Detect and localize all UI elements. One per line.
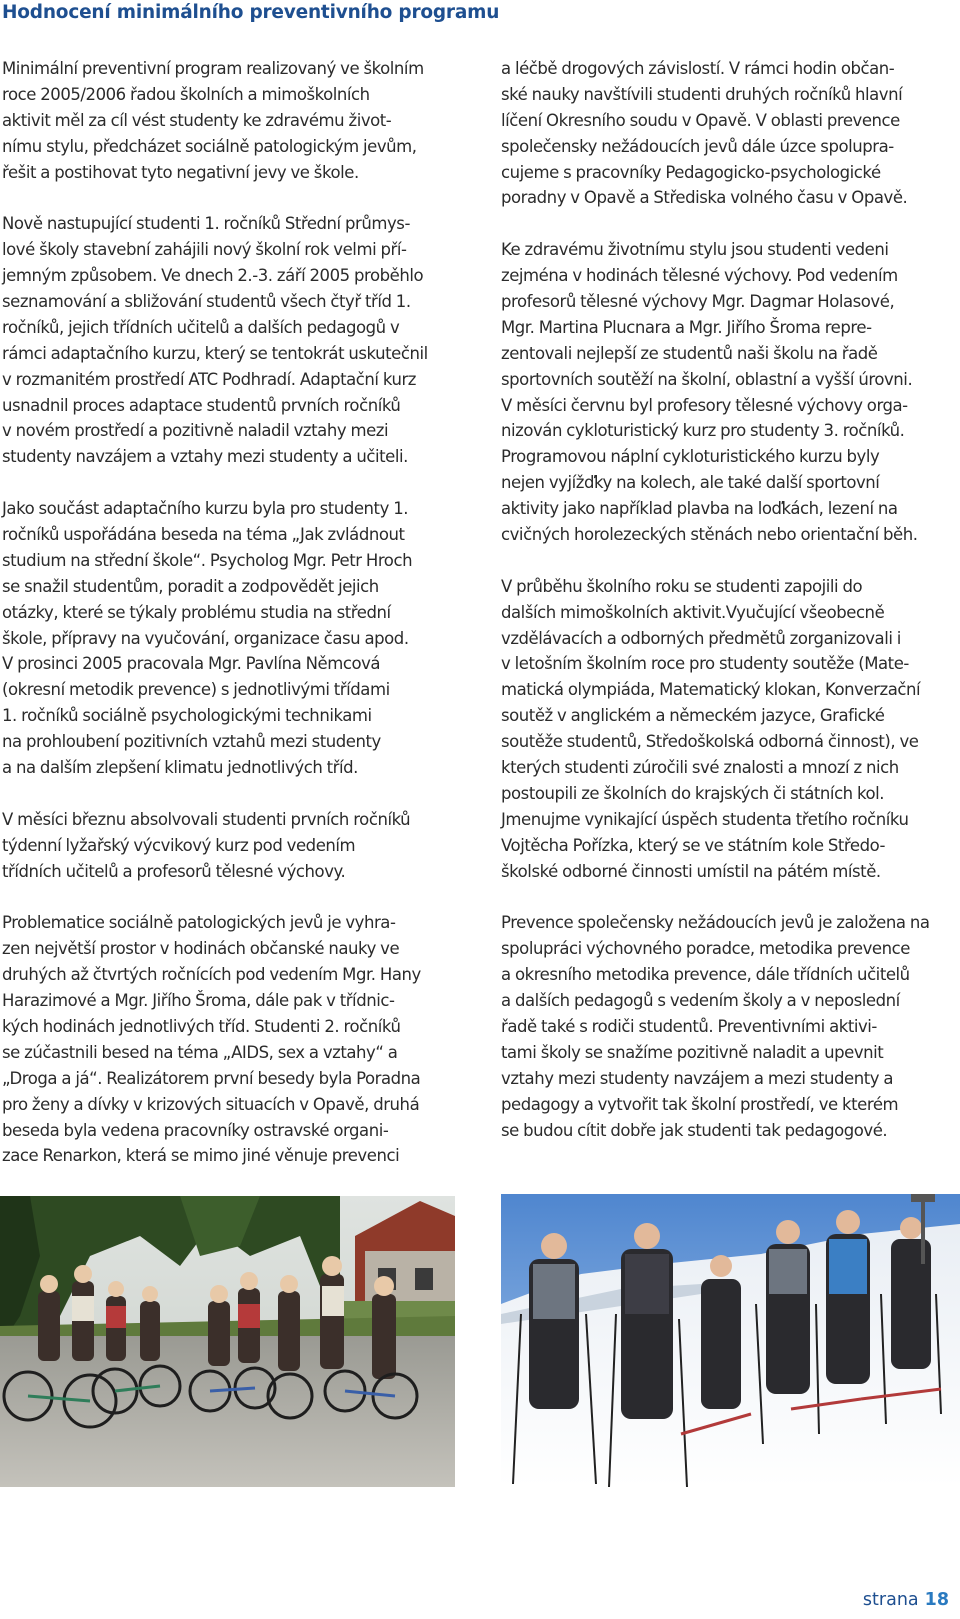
text-line: studenty navzájem a vztahy mezi studenty a učiteli. bbox=[2, 447, 408, 467]
text-line: cujeme s pracovníky Pedagogicko-psychologické bbox=[501, 162, 881, 182]
text-line: V měsíci březnu absolvovali studenti prvních ročníků bbox=[2, 809, 411, 829]
text-line: Minimální preventivní program realizovaný ve školním bbox=[2, 59, 424, 78]
text-line: druhých až čtvrtých ročnících pod vedením Mgr. Hany bbox=[2, 965, 421, 985]
text-line: v letošním školním roce pro studenty soutěže (Mate- bbox=[501, 654, 909, 674]
text-line: tami školy se snažíme pozitivně naladit a upevnit bbox=[501, 1042, 884, 1062]
text-line: Jmenujme vynikající úspěch studenta třetího ročníku bbox=[501, 809, 909, 829]
text-line: zentovali nejlepší ze studentů naši školu na řadě bbox=[501, 343, 878, 363]
text-line: soutěž v anglickém a německém jazyce, Grafické bbox=[501, 706, 885, 726]
paragraph bbox=[501, 910, 959, 1143]
text-line: soutěže studentů, Středoškolská odborná činnost), ve bbox=[501, 732, 919, 752]
text-line: aktivity jako například plavba na loďkách, lezení na bbox=[501, 499, 898, 519]
text-line: a dalších pedagogů s vedením školy a v neposlední bbox=[501, 991, 900, 1011]
right-column bbox=[501, 56, 959, 1169]
text-line: spolupráci výchovného poradce, metodika prevence bbox=[501, 939, 910, 959]
text-line: otázky, které se týkaly problému studia na střední bbox=[2, 602, 391, 622]
text-line: pro ženy a dívky v krizových situacích v Opavě, druhá bbox=[2, 1094, 420, 1114]
text-line: matická olympiáda, Matematický klokan, Konverzační bbox=[501, 680, 921, 700]
text-line: studium na střední škole“. Psycholog Mgr. Petr Hroch bbox=[2, 550, 413, 570]
text-line: třídních učitelů a profesorů tělesné výchovy. bbox=[2, 861, 346, 881]
text-line: Mgr. Martina Plucnara a Mgr. Jiřího Šroma repre- bbox=[501, 317, 872, 337]
cycling-group-photo bbox=[0, 1196, 455, 1487]
paragraph bbox=[2, 807, 472, 885]
text-line: seznamování a sbližování studentů všech čtyř tříd 1. bbox=[2, 292, 411, 312]
text-line: Programovou náplní cykloturistického kurzu byly bbox=[501, 447, 880, 467]
text-line: řadě také s rodiči studentů. Preventivními aktivi- bbox=[501, 1016, 877, 1036]
page-title: Hodnocení minimálního preventivního programu bbox=[2, 2, 500, 23]
text-line: se budou cítit dobře jak studenti tak pedagogové. bbox=[501, 1120, 888, 1140]
text-line: kých hodinách jednotlivých tříd. Studenti 2. ročníků bbox=[2, 1016, 401, 1036]
page-footer bbox=[863, 1590, 949, 1610]
text-line: Nově nastupující studenti 1. ročníků Střední průmys- bbox=[2, 214, 410, 234]
text-line: lové školy stavební zahájili nový školní rok velmi pří- bbox=[2, 240, 407, 260]
paragraph bbox=[501, 56, 959, 211]
text-line: rámci adaptačního kurzu, který se tentokrát uskutečnil bbox=[2, 343, 428, 363]
text-line: Problematice sociálně patologických jevů je vyhra- bbox=[2, 913, 396, 933]
text-line: pedagogy a vytvořit tak školní prostředí, ve kterém bbox=[501, 1094, 899, 1114]
text-line: zejména v hodinách tělesné výchovy. Pod vedením bbox=[501, 266, 898, 286]
text-line: v rozmanitém prostředí ATC Podhradí. Adaptační kurz bbox=[2, 369, 416, 389]
text-line: aktivit měl za cíl vést studenty ke zdravému život- bbox=[2, 110, 392, 130]
text-line: roce 2005/2006 řadou školních a mimoškolních bbox=[2, 84, 370, 104]
text-line: ročníků, jejich třídních učitelů a dalších pedagogů v bbox=[2, 317, 400, 337]
text-line: V prosinci 2005 pracovala Mgr. Pavlína Němcová bbox=[2, 654, 381, 674]
left-column bbox=[2, 56, 472, 1195]
text-line: Prevence společensky nežádoucích jevů je založena na bbox=[501, 913, 930, 933]
text-line: vztahy mezi studenty navzájem a mezi studenty a bbox=[501, 1068, 894, 1088]
text-line: sportovních soutěží na školní, oblastní a vyšší úrovni. bbox=[501, 369, 913, 389]
text-line: poradny v Opavě a Střediska volného času v Opavě. bbox=[501, 188, 908, 208]
text-line: na prohloubení pozitivních vztahů mezi studenty bbox=[2, 732, 381, 752]
text-line: nizován cykloturistický kurz pro studenty 3. ročníků. bbox=[501, 421, 905, 441]
text-line: profesorů tělesné výchovy Mgr. Dagmar Holasové, bbox=[501, 292, 895, 312]
text-line: 1. ročníků sociálně psychologickými technikami bbox=[2, 706, 372, 726]
text-line: školské odborné činnosti umístil na pátém místě. bbox=[501, 861, 881, 881]
text-line: beseda byla vedena pracovníky ostravské organi- bbox=[2, 1120, 389, 1140]
text-line: zen největší prostor v hodinách občanské nauky ve bbox=[2, 939, 400, 959]
text-line: společensky nežádoucích jevů dále úzce spolupra- bbox=[501, 136, 894, 156]
text-line: Jako součást adaptačního kurzu byla pro studenty 1. bbox=[2, 499, 409, 519]
text-line: týdenní lyžařský výcvikový kurz pod vedením bbox=[2, 835, 356, 855]
text-line: vzdělávacích a odborných předmětů zorganizovali i bbox=[501, 628, 901, 648]
text-line: líčení Okresního soudu v Opavě. V oblasti prevence bbox=[501, 110, 900, 130]
text-line: ské nauky navštívili studenti druhých ročníků hlavní bbox=[501, 84, 903, 104]
text-line: jemným způsobem. Ve dnech 2.-3. září 2005 proběhlo bbox=[2, 266, 424, 286]
text-line: postoupili ze školních do krajských či státních kol. bbox=[501, 783, 885, 803]
text-line: a na dalším zlepšení klimatu jednotlivých tříd. bbox=[2, 758, 358, 778]
text-line: V měsíci červnu byl profesory tělesné výchovy orga- bbox=[501, 395, 908, 415]
text-line: Harazimové a Mgr. Jiřího Šroma, dále pak v třídnic- bbox=[2, 991, 395, 1011]
text-line: se zúčastnili besed na téma „AIDS, sex a vztahy“ a bbox=[2, 1042, 398, 1062]
text-line: kterých studenti zúročili své znalosti a mnozí z nich bbox=[501, 758, 899, 778]
text-line: V průběhu školního roku se studenti zapojili do bbox=[501, 576, 863, 596]
text-line: cvičných horolezeckých stěnách nebo orientační běh. bbox=[501, 525, 918, 545]
text-line: a léčbě drogových závislostí. V rámci hodin občan- bbox=[501, 59, 895, 78]
text-line: zace Renarkon, která se mimo jiné věnuje prevenci bbox=[2, 1146, 400, 1166]
paragraph bbox=[501, 574, 959, 885]
text-line: řešit a postihovat tyto negativní jevy ve škole. bbox=[2, 162, 359, 182]
text-line: Ke zdravému životnímu stylu jsou studenti vedeni bbox=[501, 240, 889, 260]
page-number: 18 bbox=[924, 1590, 949, 1610]
text-line: dalších mimoškolních aktivit.Vyučující všeobecně bbox=[501, 602, 885, 622]
paragraph bbox=[2, 496, 472, 781]
paragraph bbox=[2, 910, 472, 1169]
paragraph bbox=[2, 56, 472, 185]
text-line: usnadnil proces adaptace studentů prvních ročníků bbox=[2, 395, 401, 415]
text-line: Vojtěcha Pořízka, který se ve státním kole Středo- bbox=[501, 835, 886, 855]
text-line: škole, přípravy na vyučování, organizace času apod. bbox=[2, 628, 409, 648]
text-line: nímu stylu, předcházet sociálně patologickým jevům, bbox=[2, 136, 417, 156]
text-line: (okresní metodik prevence) s jednotlivými třídami bbox=[2, 680, 390, 700]
text-line: v novém prostředí a pozitivně naladil vztahy mezi bbox=[2, 421, 389, 441]
text-line: ročníků uspořádána beseda na téma „Jak zvládnout bbox=[2, 525, 405, 545]
paragraph bbox=[2, 211, 472, 470]
text-line: a okresního metodika prevence, dále třídních učitelů bbox=[501, 965, 910, 985]
text-line: se snažil studentům, poradit a zodpovědět jejich bbox=[2, 576, 379, 596]
paragraph bbox=[501, 237, 959, 548]
text-line: „Droga a já“. Realizátorem první besedy byla Poradna bbox=[2, 1068, 421, 1088]
text-line: nejen vyjížďky na kolech, ale také další sportovní bbox=[501, 473, 880, 493]
ski-course-photo bbox=[501, 1194, 960, 1487]
page-label: strana bbox=[862, 1590, 919, 1610]
